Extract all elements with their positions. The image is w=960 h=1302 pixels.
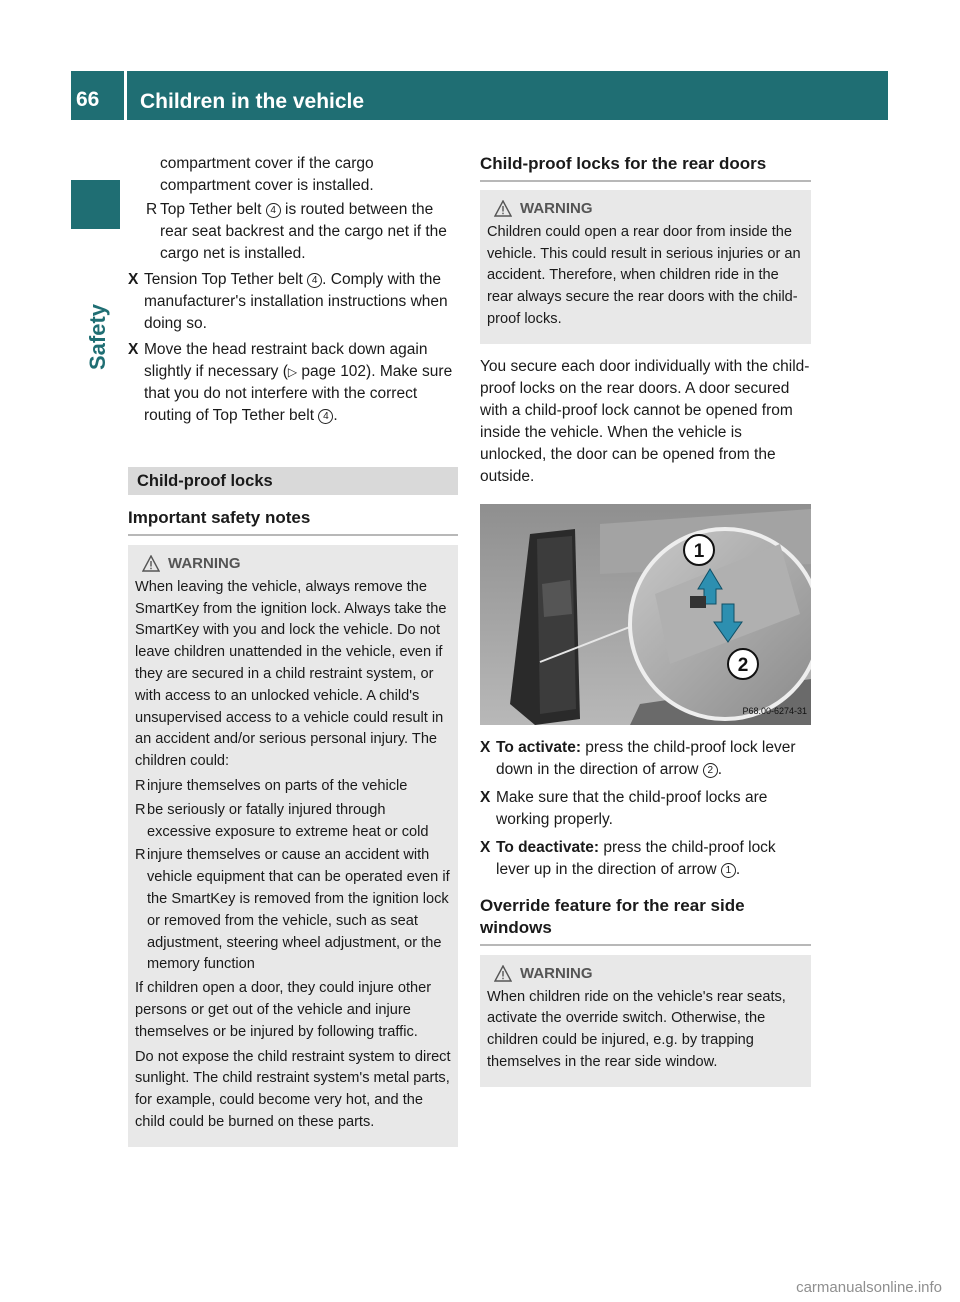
warning-triangle-icon [494,965,512,982]
callout-4-icon: 4 [266,203,281,218]
warning-triangle-icon [142,555,160,572]
sub-heading: Child-proof locks for the rear doors [480,153,811,182]
warning-text: Do not expose the child restraint system to direct sunlight. The child restraint system's metal parts, for example, could become very hot, and the child could be burned on these parts. [135,1048,451,1130]
callout-2-icon: 2 [703,763,718,778]
bullet-icon: R [146,201,158,218]
list-item: R Top Tether belt 4 is routed between the rear seat backrest and the cargo net if the cargo net is installed. [146,201,447,262]
step-icon: X [480,788,491,806]
step-icon: X [128,341,139,358]
header-divider [124,71,127,120]
side-tab-label: Safety [85,303,110,370]
instruction-step: X Tension Top Tether belt 4 . Comply with the manufacturer's installation instructions when doing so. [128,271,448,332]
warning-text: When children ride on the vehicle's rear seats, activate the override switch. Otherwise, the children could be injured, e.g. by trapping themselves in the rear side window. [487,988,786,1070]
page-title: Children in the vehicle [140,90,365,113]
figure-caption: P68.00-6274-31 [742,705,807,716]
instruction-step: X Make sure that the child-proof locks are working properly. [480,788,768,828]
instruction-step: X To deactivate: press the child-proof lock lever up in the direction of arrow 1 . [480,838,776,878]
warning-text: If children open a door, they could injure other persons or get out of the vehicle and injure themselves or be injured by following traffic. [135,980,432,1040]
side-tab-marker [71,180,120,229]
callout-4-icon: 4 [307,273,322,288]
warning-title: WARNING [135,553,451,575]
warning-title: WARNING [487,963,804,985]
page-reference-text: page 102). Make sure that you do not interfere with the correct routing of Top Tether belt [144,363,453,424]
step-icon: X [480,838,491,856]
warning-box [128,545,458,1147]
left-column [128,153,458,1147]
page-reference-icon: ▷ [287,365,298,379]
warning-text: When leaving the vehicle, always remove the SmartKey from the ignition lock. Always take the SmartKey with you and lock the vehicle. Do not leave children unattended in the vehicle, even if they are secured in a child restraint system, or with access to an unlocked vehicle. A child's unsupervised access to a vehicle could result in an accident and/or serious personal injury. The children could: [135,578,447,770]
callout-2-label: 2 [737,654,749,676]
warning-title: WARNING [487,198,804,220]
sub-heading: Override feature for the rear side windows [480,895,811,946]
right-column [480,153,811,1087]
warning-bullet: R injure themselves or cause an accident with vehicle equipment that can be operated even if the SmartKey is removed from the ignition lock or removed from the vehicle, such as seat adjustment, steering wheel adjustment, or the memory function [135,847,450,973]
warning-box [480,190,811,344]
instruction-step: X Move the head restraint back down again slightly if necessary (▷ page 102). Make sure that you do not interfere with the correct routing of Top Tether belt 4 . [128,341,453,424]
warning-triangle-icon [494,200,512,217]
warning-bullet: R be seriously or fatally injured through excessive exposure to extreme heat or cold [135,801,429,840]
section-title: Child-proof locks [128,467,458,495]
warning-text: Children could open a rear door from inside the vehicle. This could result in serious injuries or an accident. Therefore, when children ride in the rear always secure the rear doors with the child-proof locks. [487,223,801,327]
sub-heading: Important safety notes [128,507,458,536]
warning-box [480,955,811,1087]
callout-1-icon: 1 [721,863,736,878]
watermark: carmanualsonline.info [796,1279,942,1296]
instruction-step: X To activate: press the child-proof lock lever down in the direction of arrow 2 . [480,738,796,778]
page-number: 66 [76,88,100,111]
callout-4-icon: 4 [318,409,333,424]
warning-bullet: R injure themselves on parts of the vehicle [135,777,408,794]
callout-1-label: 1 [693,540,705,562]
step-icon: X [480,738,491,756]
continued-line: compartment cover if the cargo compartment cover is installed. [160,155,374,194]
door-lock-illustration [480,504,811,725]
step-icon: X [128,271,139,288]
door-illustration [480,504,811,725]
body-text: You secure each door individually with the child-proof locks on the rear doors. A door secured with a child-proof lock cannot be opened from inside the vehicle. When the vehicle is unlocked, the door can be opened from the outside. [480,357,810,485]
